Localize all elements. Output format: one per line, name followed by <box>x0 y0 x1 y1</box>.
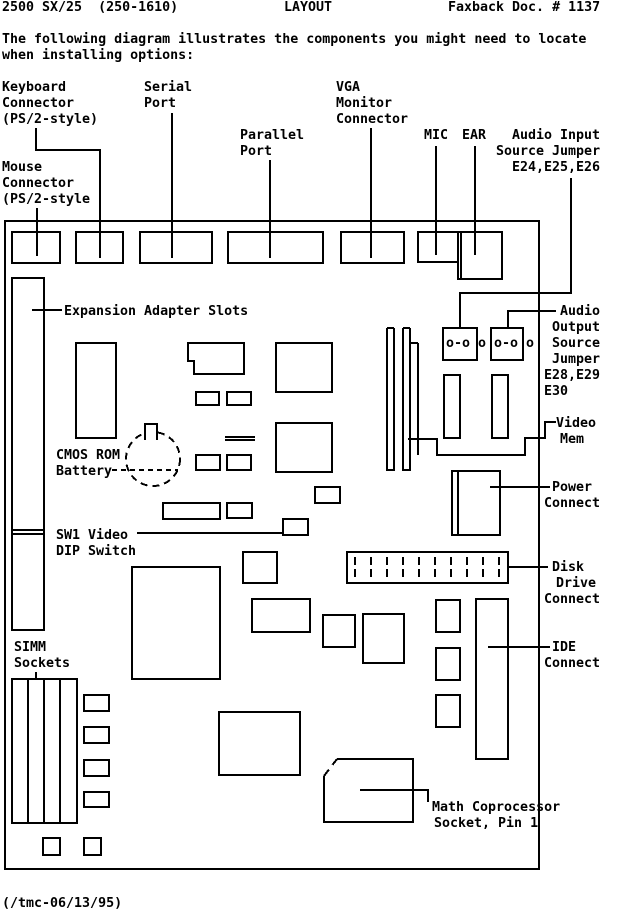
label-ide-1: IDE <box>552 640 577 655</box>
small-chip <box>227 503 252 518</box>
label-mouse-3: (PS/2-style <box>2 192 91 207</box>
math-coprocessor-pin1-chamfer <box>324 759 337 776</box>
audio-output-jumper-leader-line <box>508 311 556 327</box>
simm-socket-dividers <box>28 679 60 823</box>
header-doc-number: Faxback Doc. # 1137 <box>448 0 601 15</box>
label-disk-3: Connect <box>544 592 601 607</box>
expansion-slot-divider <box>12 530 44 534</box>
label-vga-2: Monitor <box>336 96 393 111</box>
audio-input-jumper-leader-line <box>460 178 571 327</box>
small-chip <box>84 727 109 743</box>
label-keyboard-1: Keyboard <box>2 80 67 95</box>
label-simm-1: SIMM <box>14 640 47 655</box>
label-ide-2: Connect <box>544 656 601 671</box>
chip <box>219 712 300 775</box>
chip <box>363 614 404 663</box>
small-chip <box>196 392 219 405</box>
math-coprocessor-leader-line <box>360 790 428 802</box>
video-mem-leader-line <box>408 422 556 455</box>
footer-revision: (/tmc-06/13/95) <box>2 896 123 911</box>
double-trace <box>225 437 255 440</box>
label-audio-in-3: E24,E25,E26 <box>512 160 601 175</box>
video-mem-chip <box>444 375 460 438</box>
label-audio-in-2: Source Jumper <box>496 144 601 159</box>
label-sw1-1: SW1 Video <box>56 528 129 543</box>
small-chip <box>84 695 109 711</box>
label-disk-1: Disk <box>552 560 585 575</box>
disk-drive-connector <box>347 552 508 583</box>
label-simm-2: Sockets <box>14 656 71 671</box>
header-section: LAYOUT <box>284 0 333 15</box>
cmos-rom-chip <box>76 343 116 438</box>
small-chip <box>436 695 460 727</box>
serial-port <box>140 232 212 263</box>
label-keyboard-3: (PS/2-style) <box>2 112 99 127</box>
label-parallel-2: Port <box>240 144 273 159</box>
label-audio-out-5: E28,E29 <box>544 368 601 383</box>
label-keyboard-2: Connector <box>2 96 75 111</box>
battery <box>126 432 180 486</box>
cpu-chip <box>132 567 220 679</box>
ide-connector <box>476 599 508 759</box>
label-disk-2: Drive <box>556 576 597 591</box>
label-video-mem-1: Video <box>556 416 597 431</box>
power-connector <box>452 471 500 535</box>
label-mouse-2: Connector <box>2 176 75 191</box>
chip <box>252 599 310 632</box>
label-parallel-1: Parallel <box>240 128 305 143</box>
large-chip <box>276 343 332 392</box>
label-serial-1: Serial <box>144 80 193 95</box>
flat-chip <box>163 503 220 519</box>
label-cmos-1: CMOS ROM <box>56 448 121 463</box>
label-serial-2: Port <box>144 96 177 111</box>
small-chip <box>315 487 340 503</box>
label-ear: EAR <box>462 128 487 143</box>
small-chip <box>84 760 109 776</box>
small-chip <box>84 838 101 855</box>
label-power-1: Power <box>552 480 593 495</box>
label-math-1: Math Coprocessor <box>432 800 561 815</box>
small-chip <box>436 600 460 632</box>
large-chip <box>276 423 332 472</box>
label-audio-out-3: Source <box>552 336 601 351</box>
small-chip <box>227 455 251 470</box>
disk-drive-connector-pins <box>355 557 499 577</box>
label-vga-1: VGA <box>336 80 361 95</box>
label-audio-out-2: Output <box>552 320 601 335</box>
label-mic: MIC <box>424 128 449 143</box>
video-mem-chip <box>492 375 508 438</box>
small-chip <box>196 455 220 470</box>
label-power-2: Connect <box>544 496 601 511</box>
small-chip <box>43 838 60 855</box>
small-chip <box>84 792 109 807</box>
header-title: 2500 SX/25 (250-1610) <box>2 0 179 15</box>
expansion-adapter-slots <box>12 278 44 630</box>
label-cmos-2: Battery <box>56 464 113 479</box>
label-audio-in-1: Audio Input <box>512 128 601 143</box>
parallel-port <box>228 232 323 263</box>
label-video-mem-2: Mem <box>560 432 585 447</box>
label-vga-3: Connector <box>336 112 409 127</box>
label-mouse-1: Mouse <box>2 160 43 175</box>
sw1-dip-switch <box>283 519 308 535</box>
label-sw1-2: DIP Switch <box>56 544 137 559</box>
chip <box>243 552 277 583</box>
chip <box>323 615 355 647</box>
small-chip <box>227 392 251 405</box>
ear-jack <box>458 232 502 279</box>
label-expansion: Expansion Adapter Slots <box>64 304 249 319</box>
video-mem-slots <box>387 328 418 471</box>
intro-line-1: The following diagram illustrates the components you might need to locate <box>2 32 587 47</box>
label-audio-out-6: E30 <box>544 384 569 399</box>
label-math-2: Socket, Pin 1 <box>434 816 539 831</box>
label-jumper-pins: o-o o o-o o <box>446 336 535 351</box>
notched-chip <box>188 343 244 374</box>
label-audio-out-1: Audio <box>560 304 601 319</box>
mic-jack <box>418 232 458 262</box>
battery-notch <box>145 424 157 440</box>
small-chip <box>436 648 460 680</box>
vga-monitor-connector-port <box>341 232 404 263</box>
intro-line-2: when installing options: <box>2 48 195 63</box>
label-audio-out-4: Jumper <box>552 352 601 367</box>
